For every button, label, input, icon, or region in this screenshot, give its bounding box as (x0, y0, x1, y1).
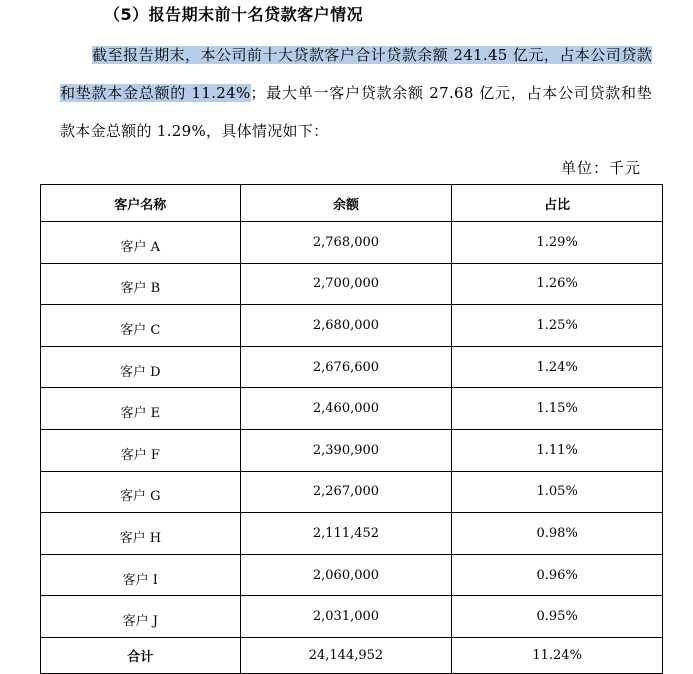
loan-amount: 2,700,000 (240, 263, 452, 305)
customer-name: 客户 A (41, 222, 241, 264)
loan-amount: 2,460,000 (240, 388, 452, 430)
loan-amount: 2,390,900 (240, 429, 452, 471)
loan-ratio: 0.96% (452, 554, 663, 596)
customer-name: 客户 C (41, 305, 241, 347)
loan-ratio: 1.24% (452, 346, 663, 388)
header-customer-name: 客户名称 (41, 185, 241, 222)
highlighted-text: 截至报告期末，本公司前十大贷款客户合计贷款余额 241.45 亿元，占本公司贷款和垫款本金总额的 11.24% (60, 46, 652, 102)
header-amount: 余额 (240, 185, 452, 222)
customer-name: 客户 J (41, 596, 241, 638)
customer-name: 客户 D (41, 346, 241, 388)
customer-name: 客户 B (41, 263, 241, 305)
customer-name: 客户 H (41, 513, 241, 555)
customer-name: 客户 E (41, 388, 241, 430)
loan-ratio: 1.11% (452, 429, 663, 471)
table-row (41, 471, 663, 513)
section-heading: （5）报告期末前十名贷款客户情况 (104, 5, 364, 24)
loan-amount: 2,060,000 (240, 554, 452, 596)
table-row (41, 596, 663, 638)
total-amount: 24,144,952 (240, 637, 452, 673)
unit-label: 单位：千元 (560, 159, 641, 177)
loan-amount: 2,031,000 (240, 596, 452, 638)
table-row (41, 263, 663, 305)
table-row (41, 346, 663, 388)
total-label: 合计 (41, 637, 241, 673)
paragraph-text: ；最大单一客户贷款余额 27.68 亿元，占本公司贷款和垫款本金总额的 1.29%，具体情况如下： (60, 84, 652, 140)
loan-amount: 2,267,000 (240, 471, 452, 513)
table-header-row (41, 185, 663, 222)
table-total-row (41, 637, 663, 673)
loan-ratio: 1.05% (452, 471, 663, 513)
table-row (41, 554, 663, 596)
summary-paragraph (60, 36, 652, 150)
loan-amount: 2,768,000 (240, 222, 452, 264)
loan-ratio: 1.26% (452, 263, 663, 305)
customer-name: 客户 I (41, 554, 241, 596)
loan-ratio: 1.15% (452, 388, 663, 430)
total-ratio: 11.24% (452, 637, 663, 673)
table-row (41, 388, 663, 430)
loan-amount: 2,680,000 (240, 305, 452, 347)
customer-name: 客户 G (41, 471, 241, 513)
loan-ratio: 1.25% (452, 305, 663, 347)
loan-amount: 2,676,600 (240, 346, 452, 388)
customer-name: 客户 F (41, 429, 241, 471)
table-row (41, 513, 663, 555)
top-ten-loan-customers-table (40, 184, 663, 674)
loan-amount: 2,111,452 (240, 513, 452, 555)
table-row (41, 429, 663, 471)
table-row (41, 222, 663, 264)
header-ratio: 占比 (452, 185, 663, 222)
loan-ratio: 0.98% (452, 513, 663, 555)
loan-ratio: 1.29% (452, 222, 663, 264)
loan-ratio: 0.95% (452, 596, 663, 638)
table-row (41, 305, 663, 347)
